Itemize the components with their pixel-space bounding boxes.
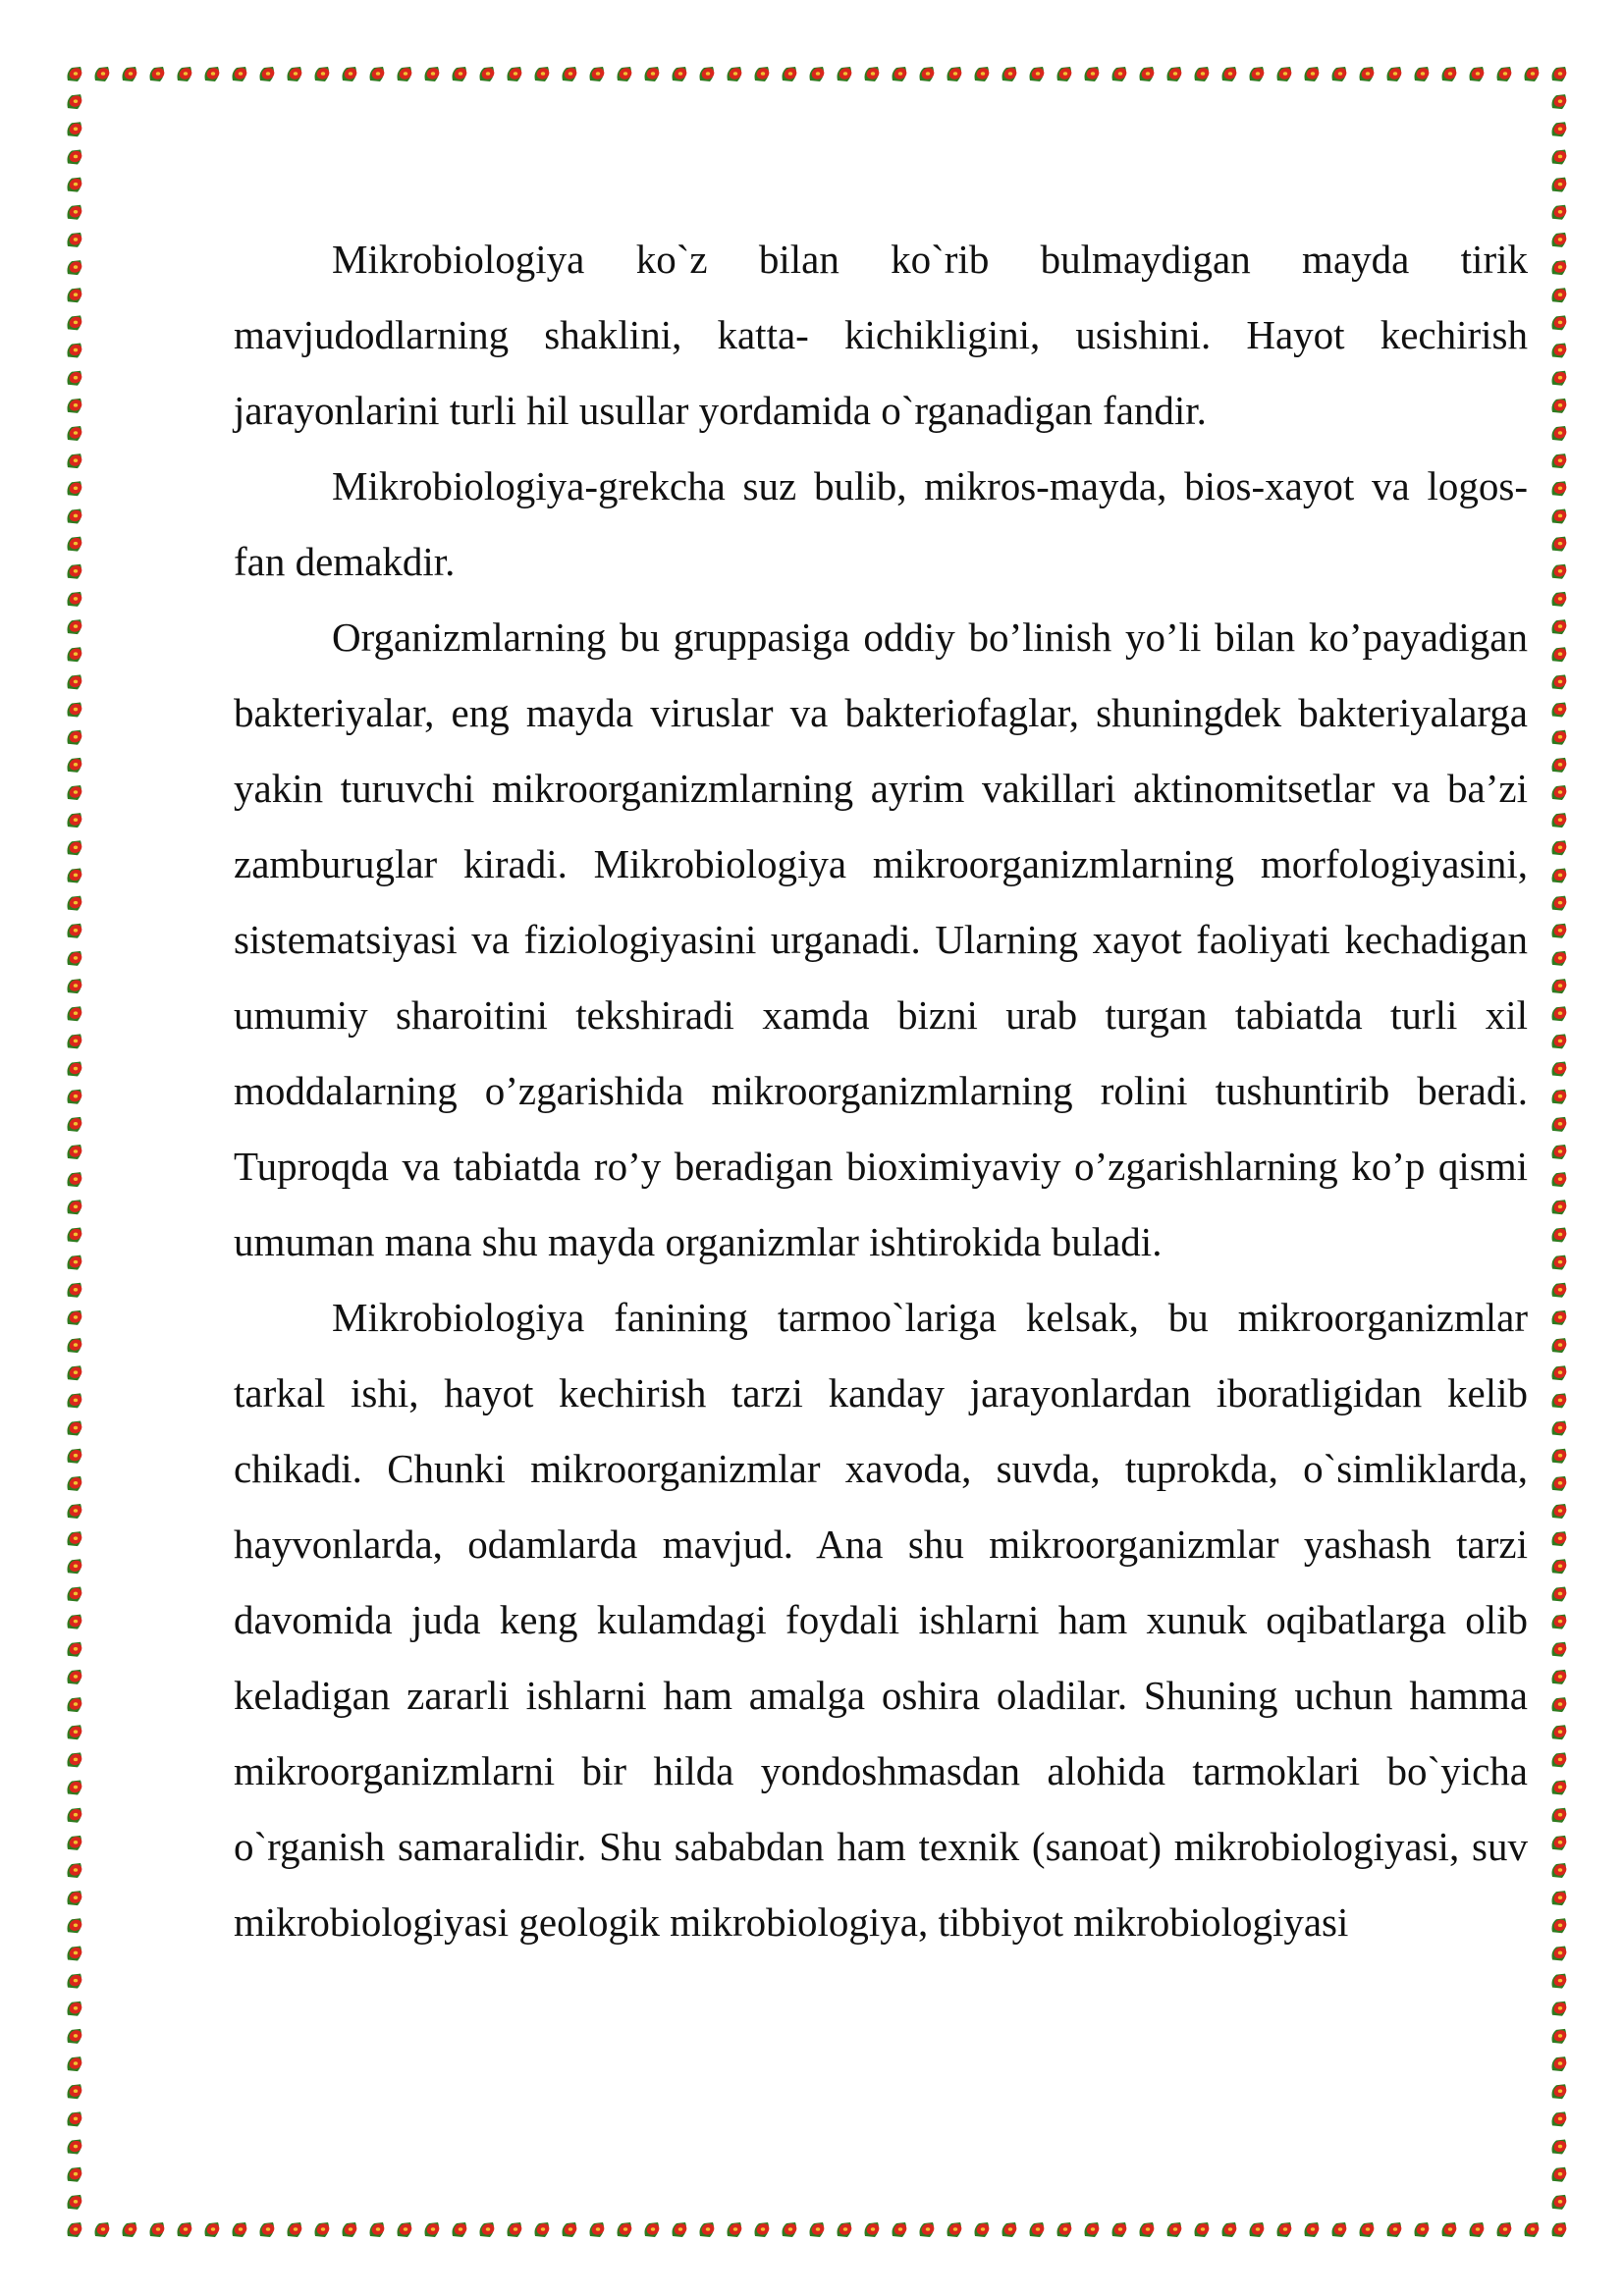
flower-ornament-icon: [68, 1144, 84, 1159]
flower-ornament-icon: [68, 1614, 84, 1629]
flower-ornament-icon: [1332, 2221, 1349, 2237]
flower-ornament-icon: [1552, 1089, 1569, 1104]
flower-ornament-icon: [453, 2221, 469, 2237]
flower-ornament-icon: [1552, 93, 1569, 109]
flower-ornament-icon: [68, 1448, 84, 1464]
flower-ornament-icon: [1552, 1005, 1569, 1021]
flower-ornament-icon: [68, 122, 84, 137]
flower-ornament-icon: [1552, 1973, 1569, 1989]
flower-ornament-icon: [1552, 1918, 1569, 1934]
flower-ornament-icon: [68, 1835, 84, 1850]
flower-ornament-icon: [1552, 1724, 1569, 1739]
flower-ornament-icon: [893, 2221, 909, 2237]
flower-ornament-icon: [95, 66, 112, 81]
flower-ornament-icon: [618, 66, 634, 81]
flower-ornament-icon: [398, 2221, 414, 2237]
flower-ornament-icon: [975, 66, 992, 81]
flower-ornament-icon: [1277, 66, 1294, 81]
flower-ornament-icon: [68, 591, 84, 607]
flower-ornament-icon: [68, 1420, 84, 1436]
flower-ornament-icon: [68, 674, 84, 690]
flower-ornament-icon: [1552, 2194, 1569, 2210]
flower-ornament-icon: [68, 2166, 84, 2182]
flower-ornament-icon: [68, 757, 84, 773]
flower-ornament-icon: [563, 66, 579, 81]
flower-ornament-icon: [1552, 287, 1569, 302]
flower-ornament-icon: [1552, 398, 1569, 413]
flower-ornament-icon: [618, 2221, 634, 2237]
flower-ornament-icon: [1552, 563, 1569, 579]
flower-ornament-icon: [68, 1255, 84, 1270]
flower-ornament-icon: [1552, 232, 1569, 247]
flower-ornament-icon: [68, 1946, 84, 1961]
flower-ornament-icon: [1112, 66, 1129, 81]
flower-ornament-icon: [1415, 66, 1432, 81]
flower-ornament-icon: [1552, 1420, 1569, 1436]
flower-ornament-icon: [1552, 1530, 1569, 1546]
flower-ornament-icon: [1552, 1835, 1569, 1850]
flower-ornament-icon: [68, 1171, 84, 1187]
flower-ornament-icon: [260, 66, 277, 81]
flower-ornament-icon: [1552, 2028, 1569, 2044]
flower-ornament-icon: [233, 2221, 249, 2237]
flower-ornament-icon: [1552, 1393, 1569, 1409]
flower-ornament-icon: [1167, 66, 1184, 81]
flower-ornament-icon: [1497, 66, 1514, 81]
flower-ornament-icon: [68, 1696, 84, 1712]
paragraph-1: Mikrobiologiya ko`z bilan ko`rib bulmaydigan mayda tirik mavjudodlarning shaklini, katta- kichikligini, usishini. Hayot kechirish jarayonlarini turli hil usullar yordamida o`rganadigan fandir.: [234, 237, 1528, 433]
flower-ornament-icon: [810, 66, 827, 81]
flower-ornament-icon: [68, 702, 84, 718]
flower-ornament-icon: [1250, 2221, 1267, 2237]
flower-ornament-icon: [68, 618, 84, 634]
flower-ornament-icon: [920, 2221, 937, 2237]
flower-ornament-icon: [1085, 66, 1102, 81]
flower-ornament-icon: [370, 2221, 387, 2237]
flower-ornament-icon: [68, 1200, 84, 1215]
flower-ornament-icon: [947, 2221, 964, 2237]
flower-ornament-icon: [1552, 1890, 1569, 1905]
flower-ornament-icon: [68, 1586, 84, 1602]
flower-ornament-icon: [1552, 1752, 1569, 1768]
flower-ornament-icon: [68, 398, 84, 413]
flower-ornament-icon: [68, 1227, 84, 1243]
flower-ornament-icon: [1002, 66, 1019, 81]
flower-ornament-icon: [68, 1862, 84, 1878]
flower-ornament-icon: [508, 66, 524, 81]
flower-ornament-icon: [68, 177, 84, 192]
flower-ornament-icon: [1552, 1696, 1569, 1712]
flower-ornament-icon: [1360, 2221, 1377, 2237]
flower-ornament-icon: [1552, 1780, 1569, 1795]
flower-ornament-icon: [1057, 66, 1074, 81]
flower-ornament-icon: [1552, 2083, 1569, 2099]
flower-ornament-icon: [1552, 757, 1569, 773]
flower-ornament-icon: [1552, 1061, 1569, 1077]
flower-ornament-icon: [68, 1973, 84, 1989]
flower-ornament-icon: [68, 729, 84, 745]
flower-ornament-icon: [838, 66, 854, 81]
flower-ornament-icon: [233, 66, 249, 81]
flower-ornament-icon: [68, 232, 84, 247]
flower-ornament-icon: [1552, 923, 1569, 938]
flower-ornament-icon: [535, 66, 552, 81]
flower-ornament-icon: [453, 66, 469, 81]
flower-ornament-icon: [68, 868, 84, 883]
flower-ornament-icon: [68, 895, 84, 911]
flower-ornament-icon: [1552, 840, 1569, 856]
flower-ornament-icon: [1552, 950, 1569, 966]
flower-ornament-icon: [68, 370, 84, 386]
flower-ornament-icon: [1360, 66, 1377, 81]
flower-ornament-icon: [68, 1337, 84, 1353]
flower-ornament-icon: [1552, 508, 1569, 524]
flower-ornament-icon: [1030, 66, 1047, 81]
flower-ornament-icon: [1552, 1586, 1569, 1602]
flower-ornament-icon: [838, 2221, 854, 2237]
flower-ornament-icon: [68, 149, 84, 165]
flower-ornament-icon: [68, 1559, 84, 1575]
flower-ornament-icon: [68, 1034, 84, 1049]
flower-ornament-icon: [68, 1807, 84, 1823]
flower-ornament-icon: [425, 66, 442, 81]
flower-ornament-icon: [178, 2221, 194, 2237]
flower-ornament-icon: [920, 66, 937, 81]
flower-ornament-icon: [178, 66, 194, 81]
flower-ornament-icon: [865, 2221, 882, 2237]
flower-ornament-icon: [68, 1918, 84, 1934]
flower-ornament-icon: [1552, 2221, 1569, 2237]
flower-ornament-icon: [68, 315, 84, 331]
flower-ornament-icon: [1552, 481, 1569, 497]
flower-ornament-icon: [68, 1780, 84, 1795]
flower-ornament-icon: [68, 2221, 84, 2237]
flower-ornament-icon: [68, 812, 84, 828]
flower-ornament-icon: [205, 66, 222, 81]
flower-ornament-icon: [975, 2221, 992, 2237]
flower-ornament-icon: [1195, 66, 1212, 81]
flower-ornament-icon: [673, 66, 689, 81]
flower-ornament-icon: [398, 66, 414, 81]
flower-ornament-icon: [68, 1309, 84, 1325]
flower-ornament-icon: [1552, 66, 1569, 81]
flower-ornament-icon: [1552, 1200, 1569, 1215]
flower-ornament-icon: [893, 66, 909, 81]
flower-ornament-icon: [68, 2001, 84, 2016]
flower-ornament-icon: [68, 978, 84, 993]
flower-ornament-icon: [288, 2221, 304, 2237]
flower-ornament-icon: [1222, 66, 1239, 81]
flower-ornament-icon: [68, 1752, 84, 1768]
flower-ornament-icon: [68, 66, 84, 81]
flower-ornament-icon: [1057, 2221, 1074, 2237]
flower-ornament-icon: [68, 1393, 84, 1409]
flower-ornament-icon: [700, 66, 717, 81]
flower-ornament-icon: [68, 950, 84, 966]
flower-ornament-icon: [425, 2221, 442, 2237]
flower-ornament-icon: [755, 2221, 772, 2237]
flower-ornament-icon: [1552, 2166, 1569, 2182]
flower-ornament-icon: [1552, 2056, 1569, 2071]
flower-ornament-icon: [1552, 1503, 1569, 1519]
flower-ornament-icon: [68, 343, 84, 358]
flower-ornament-icon: [1552, 1144, 1569, 1159]
flower-ornament-icon: [783, 66, 799, 81]
flower-ornament-icon: [1140, 2221, 1157, 2237]
flower-ornament-icon: [590, 2221, 607, 2237]
flower-ornament-icon: [1552, 784, 1569, 800]
flower-ornament-icon: [1552, 1862, 1569, 1878]
flower-ornament-icon: [700, 2221, 717, 2237]
flower-ornament-icon: [95, 2221, 112, 2237]
flower-ornament-icon: [1140, 66, 1157, 81]
flower-ornament-icon: [1332, 66, 1349, 81]
flower-ornament-icon: [1525, 66, 1542, 81]
flower-ornament-icon: [563, 2221, 579, 2237]
flower-ornament-icon: [1552, 1641, 1569, 1657]
flower-ornament-icon: [68, 1669, 84, 1684]
flower-ornament-icon: [1552, 177, 1569, 192]
paragraph-2: Mikrobiologiya-grekcha suz bulib, mikros-mayda, bios-xayot va logos-fan demakdir.: [234, 463, 1528, 584]
paragraph-4: Mikrobiologiya fanining tarmoo`lariga kelsak, bu mikroorganizmlar tarkal ishi, hayot kechirish tarzi kanday jarayonlardan iboratligidan kelib chikadi. Chunki mikroorganizmlar xavoda, suvda, tuprokda, o`simliklarda, hayvonlarda, odamlarda mavjud. Ana shu mikroorganizmlar yashash tarzi davomida juda keng kulamdagi foydali ishlarni ham xunuk oqibatlarga olib keladigan zararli ishlarni ham amalga oshira oladilar. Shuning uchun hamma mikroorganizmlarni bir hilda yondoshmasdan alohida tarmoklari bo`yicha o`rganish samaralidir. Shu sababdan ham texnik (sanoat) mikrobiologiyasi, suv mikrobiologiyasi geologik mikrobiologiya, tibbiyot mikrobiologiyasi: [234, 1295, 1528, 1945]
flower-ornament-icon: [1442, 2221, 1459, 2237]
flower-ornament-icon: [1552, 2001, 1569, 2016]
flower-ornament-icon: [1552, 618, 1569, 634]
flower-ornament-icon: [1387, 66, 1404, 81]
flower-ornament-icon: [1552, 1475, 1569, 1491]
flower-ornament-icon: [68, 1061, 84, 1077]
flower-ornament-icon: [68, 287, 84, 302]
flower-ornament-icon: [68, 1530, 84, 1546]
flower-ornament-icon: [1552, 536, 1569, 552]
flower-ornament-icon: [1552, 1364, 1569, 1380]
flower-ornament-icon: [1415, 2221, 1432, 2237]
flower-ornament-icon: [1387, 2221, 1404, 2237]
flower-ornament-icon: [68, 1475, 84, 1491]
flower-ornament-icon: [68, 1724, 84, 1739]
flower-ornament-icon: [1277, 2221, 1294, 2237]
flower-ornament-icon: [315, 66, 332, 81]
flower-ornament-icon: [1112, 2221, 1129, 2237]
flower-ornament-icon: [1167, 2221, 1184, 2237]
flower-ornament-icon: [535, 2221, 552, 2237]
flower-ornament-icon: [68, 646, 84, 662]
flower-ornament-icon: [1552, 343, 1569, 358]
flower-ornament-icon: [68, 1641, 84, 1657]
flower-ornament-icon: [123, 66, 139, 81]
flower-ornament-icon: [68, 2056, 84, 2071]
flower-ornament-icon: [1552, 1255, 1569, 1270]
flower-ornament-icon: [1002, 2221, 1019, 2237]
flower-ornament-icon: [1552, 425, 1569, 441]
flower-ornament-icon: [68, 2111, 84, 2127]
flower-ornament-icon: [728, 2221, 744, 2237]
flower-ornament-icon: [315, 2221, 332, 2237]
flower-ornament-icon: [68, 259, 84, 275]
flower-ornament-icon: [68, 1890, 84, 1905]
flower-ornament-icon: [1442, 66, 1459, 81]
flower-ornament-icon: [1030, 2221, 1047, 2237]
flower-ornament-icon: [1552, 315, 1569, 331]
flower-ornament-icon: [1552, 1614, 1569, 1629]
flower-ornament-icon: [1552, 591, 1569, 607]
flower-ornament-icon: [783, 2221, 799, 2237]
flower-ornament-icon: [68, 1364, 84, 1380]
flower-ornament-icon: [1250, 66, 1267, 81]
flower-ornament-icon: [1552, 674, 1569, 690]
flower-ornament-icon: [480, 2221, 497, 2237]
flower-ornament-icon: [1552, 1807, 1569, 1823]
flower-ornament-icon: [68, 453, 84, 468]
flower-ornament-icon: [288, 66, 304, 81]
flower-ornament-icon: [1552, 646, 1569, 662]
flower-ornament-icon: [1552, 1309, 1569, 1325]
flower-ornament-icon: [343, 66, 359, 81]
flower-ornament-icon: [1552, 1116, 1569, 1132]
flower-ornament-icon: [1552, 2139, 1569, 2155]
flower-ornament-icon: [370, 66, 387, 81]
flower-ornament-icon: [673, 2221, 689, 2237]
flower-ornament-icon: [1195, 2221, 1212, 2237]
flower-ornament-icon: [728, 66, 744, 81]
flower-ornament-icon: [1552, 812, 1569, 828]
flower-ornament-icon: [150, 66, 167, 81]
flower-ornament-icon: [68, 93, 84, 109]
flower-ornament-icon: [68, 204, 84, 220]
flower-ornament-icon: [1552, 1559, 1569, 1575]
flower-ornament-icon: [68, 563, 84, 579]
flower-ornament-icon: [865, 66, 882, 81]
flower-ornament-icon: [1085, 2221, 1102, 2237]
flower-ornament-icon: [810, 2221, 827, 2237]
flower-ornament-icon: [68, 1116, 84, 1132]
flower-ornament-icon: [68, 784, 84, 800]
flower-ornament-icon: [1552, 729, 1569, 745]
flower-ornament-icon: [1552, 370, 1569, 386]
flower-ornament-icon: [68, 1503, 84, 1519]
flower-ornament-icon: [68, 1005, 84, 1021]
flower-ornament-icon: [1552, 868, 1569, 883]
flower-ornament-icon: [1552, 259, 1569, 275]
flower-ornament-icon: [1552, 978, 1569, 993]
flower-ornament-icon: [68, 2028, 84, 2044]
flower-ornament-icon: [1552, 1171, 1569, 1187]
flower-ornament-icon: [1552, 453, 1569, 468]
flower-ornament-icon: [68, 923, 84, 938]
flower-ornament-icon: [1222, 2221, 1239, 2237]
flower-ornament-icon: [1552, 149, 1569, 165]
flower-ornament-icon: [508, 2221, 524, 2237]
flower-ornament-icon: [68, 508, 84, 524]
flower-ornament-icon: [1552, 895, 1569, 911]
flower-ornament-icon: [68, 536, 84, 552]
flower-ornament-icon: [68, 425, 84, 441]
flower-ornament-icon: [1470, 2221, 1487, 2237]
flower-ornament-icon: [1552, 2111, 1569, 2127]
flower-ornament-icon: [1552, 1669, 1569, 1684]
flower-ornament-icon: [947, 66, 964, 81]
flower-ornament-icon: [68, 2139, 84, 2155]
flower-ornament-icon: [260, 2221, 277, 2237]
flower-ornament-icon: [590, 66, 607, 81]
flower-ornament-icon: [645, 2221, 662, 2237]
flower-ornament-icon: [68, 2194, 84, 2210]
paragraph-3: Organizmlarning bu gruppasiga oddiy bo’linish yo’li bilan ko’payadigan bakteriyalar, eng mayda viruslar va bakteriofaglar, shuningdek bakteriyalarga yakin turuvchi mikroorganizmlarning ayrim vakillari aktinomitsetlar va ba’zi zamburuglar kiradi. Mikrobiologiya mikroorganizmlarning morfologiyasini, sistematsiyasi va fiziologiyasini urganadi. Ularning xayot faoliyati kechadigan umumiy sharoitini tekshiradi xamda bizni urab turgan tabiatda turli xil moddalarning o’zgarishida mikroorganizmlarning rolini tushuntirib beradi. Tuproqda va tabiatda ro’y beradigan bioximiyaviy o’zgarishlarning ko’p qismi umuman mana shu mayda organizmlar ishtirokida buladi.: [234, 614, 1528, 1264]
flower-ornament-icon: [480, 66, 497, 81]
flower-ornament-icon: [1552, 1946, 1569, 1961]
flower-ornament-icon: [68, 481, 84, 497]
flower-ornament-icon: [68, 1282, 84, 1298]
flower-ornament-icon: [68, 2083, 84, 2099]
flower-ornament-icon: [150, 2221, 167, 2237]
flower-ornament-icon: [205, 2221, 222, 2237]
flower-ornament-icon: [68, 840, 84, 856]
flower-ornament-icon: [1552, 122, 1569, 137]
document-body: [234, 222, 1528, 1960]
flower-ornament-icon: [1552, 702, 1569, 718]
flower-ornament-icon: [1552, 1034, 1569, 1049]
flower-ornament-icon: [755, 66, 772, 81]
flower-ornament-icon: [1525, 2221, 1542, 2237]
flower-ornament-icon: [1497, 2221, 1514, 2237]
flower-ornament-icon: [1305, 2221, 1322, 2237]
flower-ornament-icon: [1552, 1448, 1569, 1464]
flower-ornament-icon: [1470, 66, 1487, 81]
flower-ornament-icon: [1552, 1227, 1569, 1243]
flower-ornament-icon: [68, 1089, 84, 1104]
flower-ornament-icon: [343, 2221, 359, 2237]
flower-ornament-icon: [1552, 1337, 1569, 1353]
flower-ornament-icon: [1552, 204, 1569, 220]
flower-ornament-icon: [645, 66, 662, 81]
flower-ornament-icon: [123, 2221, 139, 2237]
flower-ornament-icon: [1552, 1282, 1569, 1298]
flower-ornament-icon: [1305, 66, 1322, 81]
